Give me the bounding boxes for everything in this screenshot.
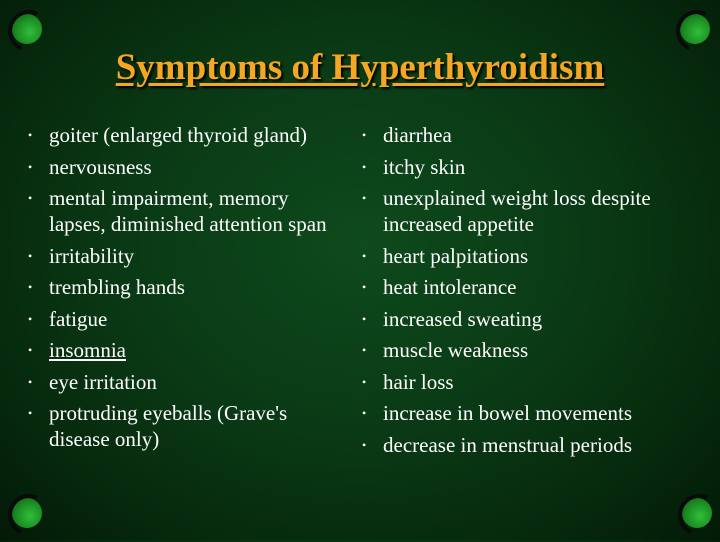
list-item-text: goiter (enlarged thyroid gland) [49,123,307,147]
corner-ornament-bottom-right [682,498,712,528]
list-item-text: trembling hands [49,275,185,299]
list-item-text: diarrhea [383,123,452,147]
list-item [362,154,707,180]
list-item-text: mental impairment, memory lapses, diminished attention span [49,186,327,236]
list-item [362,306,707,332]
list-item-text: muscle weakness [383,338,529,362]
list-item-text: hair loss [383,369,454,394]
list-item-text: heat intolerance [383,275,517,299]
list-item [362,369,707,395]
list-item [28,154,348,180]
corner-ornament-top-right [680,14,710,44]
list-item [28,369,348,395]
bullet-icon: • [362,280,367,294]
bullet-icon: • [362,311,367,326]
list-item-text: irritability [49,243,135,268]
list-item [362,337,707,363]
list-item [28,306,348,332]
list-item [28,337,348,363]
list-item-text: protruding eyeballs (Grave's disease only) [49,401,288,451]
list-item-text: insomnia [49,338,126,362]
bullet-icon: • [362,437,367,452]
bullet-icon: • [362,374,367,389]
corner-ornament-top-left [12,14,42,44]
bullet-icon: • [28,191,33,205]
bullet-icon: • [362,159,367,174]
symptom-list-left [28,122,348,458]
list-item-text: increase in bowel movements [383,401,633,425]
bullet-icon: • [28,128,33,142]
list-item-text: increased sweating [383,306,543,331]
list-item-text: eye irritation [49,369,157,394]
bullet-icon: • [362,343,367,357]
list-item [362,400,707,426]
list-item [362,243,707,269]
list-item [362,432,707,458]
list-item-text: decrease in menstrual periods [383,432,632,457]
bullet-icon: • [28,343,33,357]
list-item-text: heart palpitations [383,243,529,268]
list-item [362,185,707,237]
list-item [28,274,348,300]
bullet-icon: • [362,406,367,420]
list-item [28,243,348,269]
bullet-icon: • [28,280,33,294]
list-item [362,274,707,300]
list-item [362,122,707,148]
bullet-icon: • [28,248,33,263]
bullet-icon: • [28,159,33,174]
symptom-list-right [362,122,707,463]
corner-ornament-bottom-left [12,498,42,528]
bullet-icon: • [28,311,33,326]
bullet-icon: • [28,406,33,420]
list-item-text: unexplained weight loss despite increased appetite [383,186,651,236]
bullet-icon: • [362,248,367,263]
bullet-icon: • [362,128,367,142]
list-item [28,122,348,148]
list-item-text: itchy skin [383,154,466,179]
list-item-text: nervousness [49,154,152,179]
bullet-icon: • [28,374,33,389]
list-item [28,400,348,452]
slide-title: Symptoms of Hyperthyroidism [115,47,605,88]
list-item [28,185,348,237]
bullet-icon: • [362,191,367,205]
list-item-text: fatigue [49,306,108,331]
